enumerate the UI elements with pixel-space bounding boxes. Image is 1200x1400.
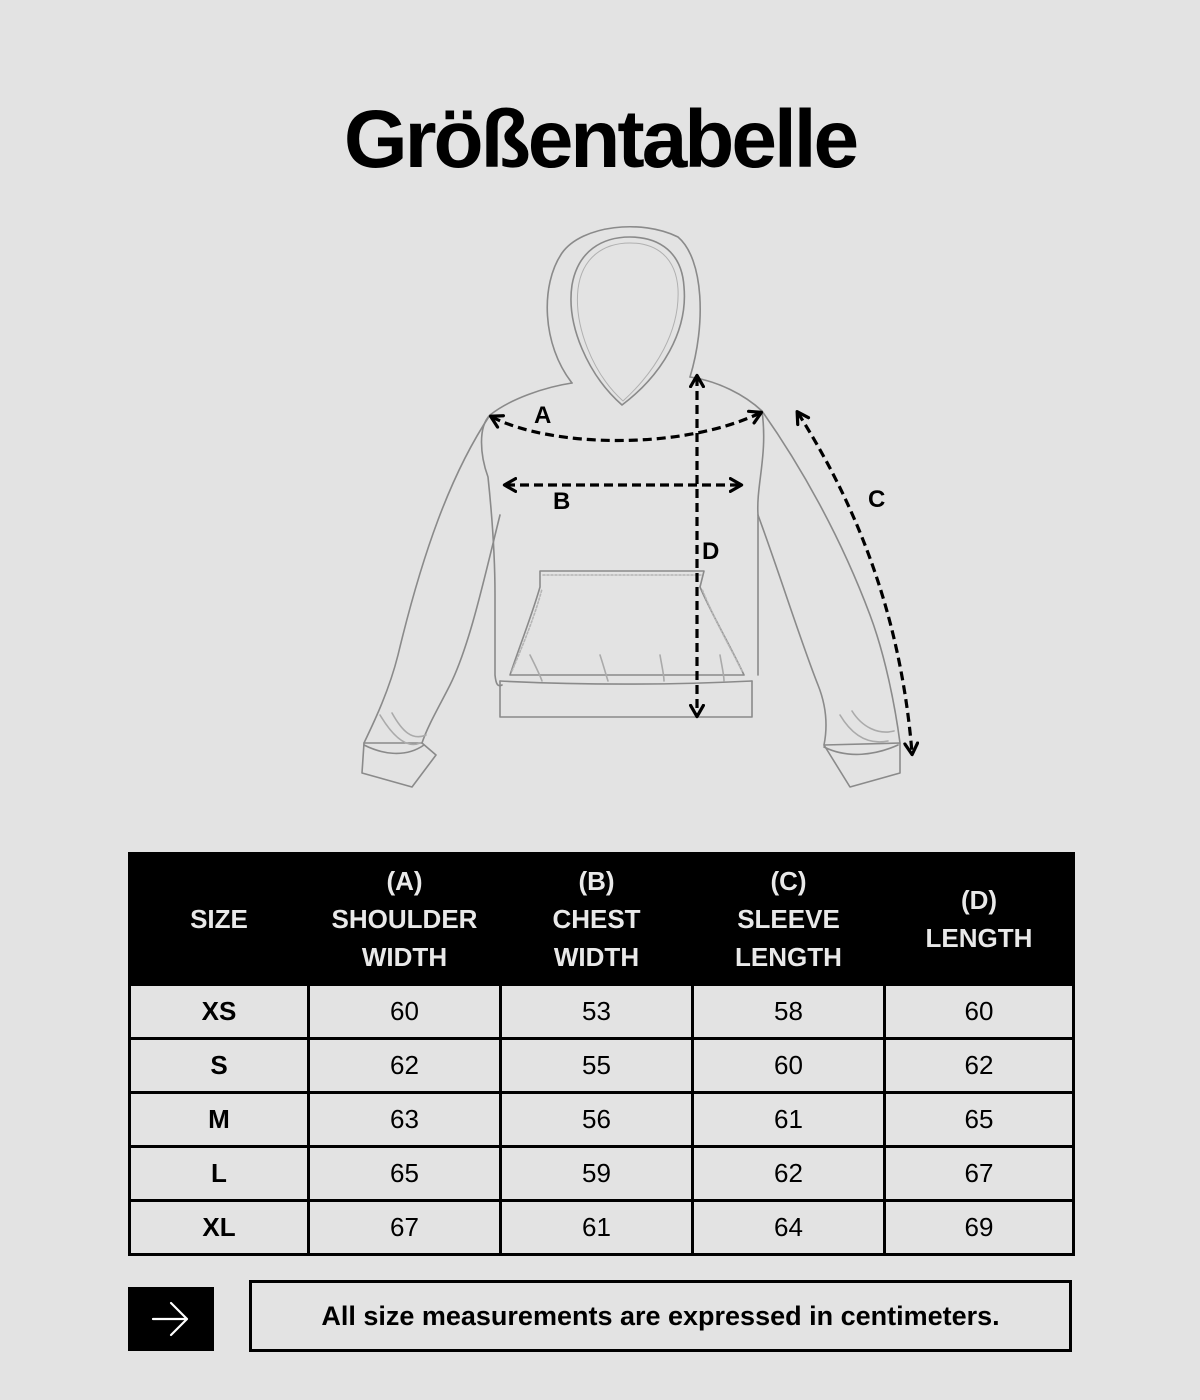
arrow-right-button[interactable] xyxy=(128,1287,214,1351)
units-note-text: All size measurements are expressed in centimeters. xyxy=(321,1300,1000,1331)
size-cell: L xyxy=(130,1147,309,1201)
measure-a-line xyxy=(492,413,760,441)
arrow-right-icon xyxy=(149,1299,193,1339)
sleeve-cell: 62 xyxy=(693,1147,885,1201)
table-row xyxy=(130,1039,1074,1093)
measure-d-label: D xyxy=(702,538,720,565)
measure-c-line xyxy=(798,413,912,753)
header-shoulder-width: (A) SHOULDER WIDTH xyxy=(309,854,501,985)
sleeve-cell: 64 xyxy=(693,1201,885,1255)
page-title: Größentabelle xyxy=(343,94,857,185)
measure-c-label: C xyxy=(868,486,886,513)
length-cell: 60 xyxy=(885,985,1074,1039)
units-note xyxy=(249,1280,1072,1352)
table-header-row xyxy=(130,854,1074,985)
sleeve-cell: 58 xyxy=(693,985,885,1039)
measure-a-label: A xyxy=(534,402,552,429)
shoulder-cell: 67 xyxy=(309,1201,501,1255)
measure-b-label: B xyxy=(553,488,571,515)
size-chart-table xyxy=(128,852,1075,1256)
shoulder-cell: 60 xyxy=(309,985,501,1039)
chest-cell: 53 xyxy=(501,985,693,1039)
header-sleeve-length: (C) SLEEVE LENGTH xyxy=(693,854,885,985)
size-cell: XS xyxy=(130,985,309,1039)
length-cell: 67 xyxy=(885,1147,1074,1201)
size-cell: M xyxy=(130,1093,309,1147)
table-row xyxy=(130,985,1074,1039)
chest-cell: 55 xyxy=(501,1039,693,1093)
chest-cell: 61 xyxy=(501,1201,693,1255)
table-row xyxy=(130,1093,1074,1147)
size-cell: XL xyxy=(130,1201,309,1255)
hoodie-illustration xyxy=(340,215,940,805)
table-row xyxy=(130,1201,1074,1255)
shoulder-cell: 63 xyxy=(309,1093,501,1147)
size-cell: S xyxy=(130,1039,309,1093)
length-cell: 62 xyxy=(885,1039,1074,1093)
hoodie-outline xyxy=(362,227,900,787)
header-size: SIZE xyxy=(130,854,309,985)
header-chest-width: (B) CHEST WIDTH xyxy=(501,854,693,985)
length-cell: 69 xyxy=(885,1201,1074,1255)
shoulder-cell: 62 xyxy=(309,1039,501,1093)
table-row xyxy=(130,1147,1074,1201)
sleeve-cell: 60 xyxy=(693,1039,885,1093)
shoulder-cell: 65 xyxy=(309,1147,501,1201)
chest-cell: 56 xyxy=(501,1093,693,1147)
sleeve-cell: 61 xyxy=(693,1093,885,1147)
length-cell: 65 xyxy=(885,1093,1074,1147)
header-length: (D) LENGTH xyxy=(885,854,1074,985)
chest-cell: 59 xyxy=(501,1147,693,1201)
hoodie-diagram xyxy=(340,215,940,805)
